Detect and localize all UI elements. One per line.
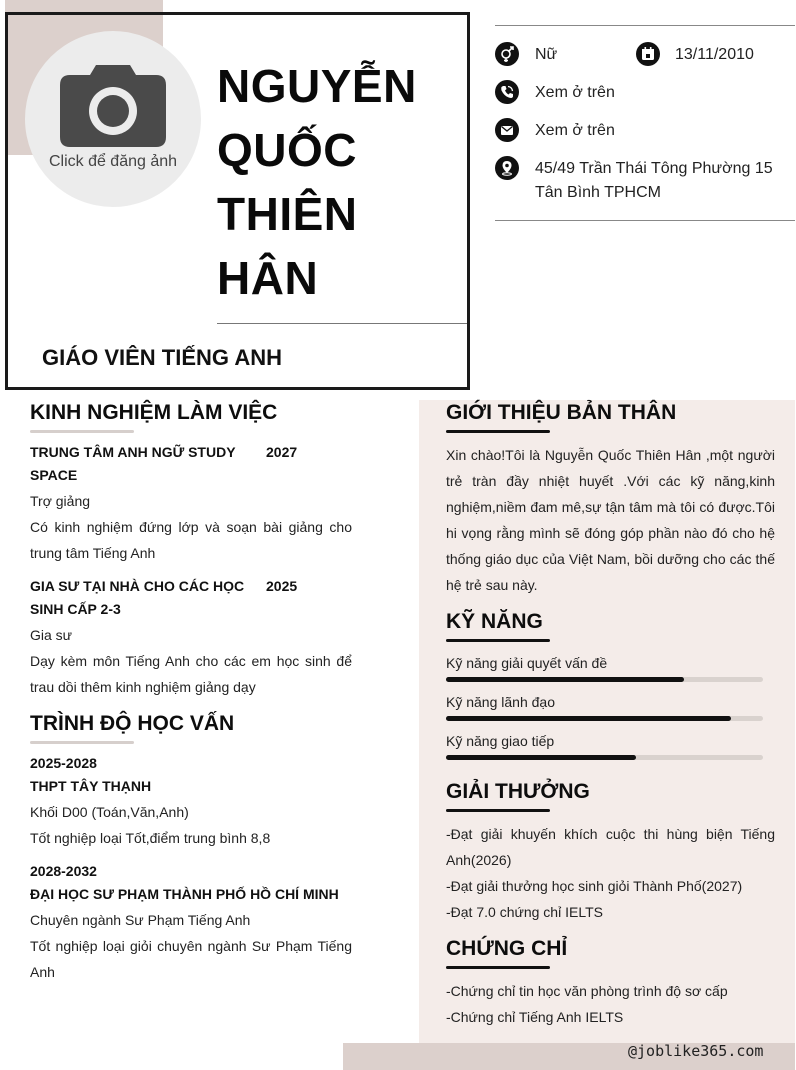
skill-3-bar-fill xyxy=(446,755,636,760)
name-line-2: QUỐC xyxy=(217,124,357,176)
award-1-line-b: Anh(2026) xyxy=(446,852,512,868)
experience-2-desc-line-1: Dạy kèm môn Tiếng Anh cho các em học sinh để xyxy=(30,653,352,669)
name-line-3: THIÊN xyxy=(217,188,358,240)
about-line-5: thống giáo dục của Việt Nam, bồi dưỡng cho các thế xyxy=(446,551,775,567)
skill-3-bar xyxy=(446,755,763,760)
experience-1-role: Trợ giảng xyxy=(30,493,91,509)
birthdate-value: 13/11/2010 xyxy=(675,46,754,63)
skills-heading: KỸ NĂNG xyxy=(446,610,543,633)
email-value: Xem ở trên xyxy=(535,122,615,139)
award-1-line-a: -Đạt giải khuyến khích cuộc thi hùng biện Tiếng xyxy=(446,826,775,842)
education-heading: TRÌNH ĐỘ HỌC VẤN xyxy=(30,712,235,735)
footer-website: @joblike365.com xyxy=(628,1042,764,1060)
skill-2-bar xyxy=(446,716,763,721)
gender-value: Nữ xyxy=(535,46,558,63)
awards-heading: GIẢI THƯỞNG xyxy=(446,780,590,803)
name-line-1: NGUYỄN xyxy=(217,60,417,112)
about-underline xyxy=(446,430,550,433)
photo-upload[interactable] xyxy=(25,31,201,207)
about-heading: GIỚI THIỆU BẢN THÂN xyxy=(446,401,677,424)
experience-2-role: Gia sư xyxy=(30,627,73,643)
education-2-line-2b: Anh xyxy=(30,964,55,980)
award-2: -Đạt giải thưởng học sinh giỏi Thành Phố(2027) xyxy=(446,878,743,894)
experience-1-org-line-2: SPACE xyxy=(30,467,78,483)
gender-icon xyxy=(495,42,519,66)
experience-2-desc-line-2: trau dồi thêm kinh nghiệm giảng dạy xyxy=(30,679,256,695)
phone-value: Xem ở trên xyxy=(535,84,615,101)
address-line-2: Tân Bình TPHCM xyxy=(535,184,661,201)
experience-underline xyxy=(30,430,134,433)
education-1-years: 2025-2028 xyxy=(30,755,97,771)
experience-heading: KINH NGHIỆM LÀM VIỆC xyxy=(30,401,278,424)
calendar-icon xyxy=(636,42,660,66)
contact-bottom-rule xyxy=(495,220,795,221)
skill-1-label: Kỹ năng giải quyết vấn đề xyxy=(446,655,608,671)
about-line-4: hi vọng rằng mình sẽ đóng góp phần nào đó cho hệ xyxy=(446,525,775,541)
awards-underline xyxy=(446,809,550,812)
phone-icon xyxy=(495,80,519,104)
education-2-years: 2028-2032 xyxy=(30,863,97,879)
experience-2-year: 2025 xyxy=(266,578,298,594)
experience-2-org-line-2: SINH CẤP 2-3 xyxy=(30,601,121,617)
address-line-1: 45/49 Trần Thái Tông Phường 15 xyxy=(535,160,773,177)
name-divider xyxy=(217,323,467,324)
skill-1-bar xyxy=(446,677,763,682)
certificates-underline xyxy=(446,966,550,969)
experience-2-org-line-1: GIA SƯ TẠI NHÀ CHO CÁC HỌC xyxy=(30,578,245,594)
award-3: -Đạt 7.0 chứng chỉ IELTS xyxy=(446,904,603,920)
skill-2-bar-fill xyxy=(446,716,731,721)
job-title: GIÁO VIÊN TIẾNG ANH xyxy=(42,345,282,370)
photo-caption: Click để đăng ảnh xyxy=(48,153,178,170)
education-2-school: ĐẠI HỌC SƯ PHẠM THÀNH PHỐ HỒ CHÍ MINH xyxy=(30,886,339,902)
about-line-2: trẻ tràn đầy nhiệt huyết .Với các kỹ năng,kinh xyxy=(446,473,775,489)
experience-1-desc-line-2: trung tâm Tiếng Anh xyxy=(30,545,156,561)
about-line-1: Xin chào!Tôi là Nguyễn Quốc Thiên Hân ,một người xyxy=(446,447,775,463)
name-line-4: HÂN xyxy=(217,252,319,304)
education-2-line-1: Chuyên ngành Sư Phạm Tiếng Anh xyxy=(30,912,251,928)
education-1-school: THPT TÂY THẠNH xyxy=(30,778,152,794)
skill-3-label: Kỹ năng giao tiếp xyxy=(446,733,555,749)
location-icon xyxy=(495,156,519,180)
certificates-heading: CHỨNG CHỈ xyxy=(446,937,568,960)
education-underline xyxy=(30,741,134,744)
contact-top-rule xyxy=(495,25,795,26)
skill-1-bar-fill xyxy=(446,677,684,682)
about-line-3: nghiệm,niềm đam mê,sự tận tâm mà tôi có được.Tôi xyxy=(446,499,775,515)
email-icon xyxy=(495,118,519,142)
experience-1-org-line-1: TRUNG TÂM ANH NGỮ STUDY xyxy=(30,444,236,460)
camera-icon xyxy=(60,65,166,147)
certificate-1: -Chứng chỉ tin học văn phòng trình độ sơ cấp xyxy=(446,983,728,999)
certificate-2: -Chứng chỉ Tiếng Anh IELTS xyxy=(446,1009,624,1025)
experience-1-year: 2027 xyxy=(266,444,298,460)
education-1-line-2: Tốt nghiệp loại Tốt,điểm trung bình 8,8 xyxy=(30,830,271,846)
about-line-6: hệ trẻ sau này. xyxy=(446,577,538,593)
skill-2-label: Kỹ năng lãnh đạo xyxy=(446,694,555,710)
skills-underline xyxy=(446,639,550,642)
education-2-line-2a: Tốt nghiệp loại giỏi chuyên ngành Sư Phạm Tiếng xyxy=(30,938,352,954)
education-1-line-1: Khối D00 (Toán,Văn,Anh) xyxy=(30,804,189,820)
experience-1-desc-line-1: Có kinh nghiệm đứng lớp và soạn bài giảng cho xyxy=(30,519,352,535)
